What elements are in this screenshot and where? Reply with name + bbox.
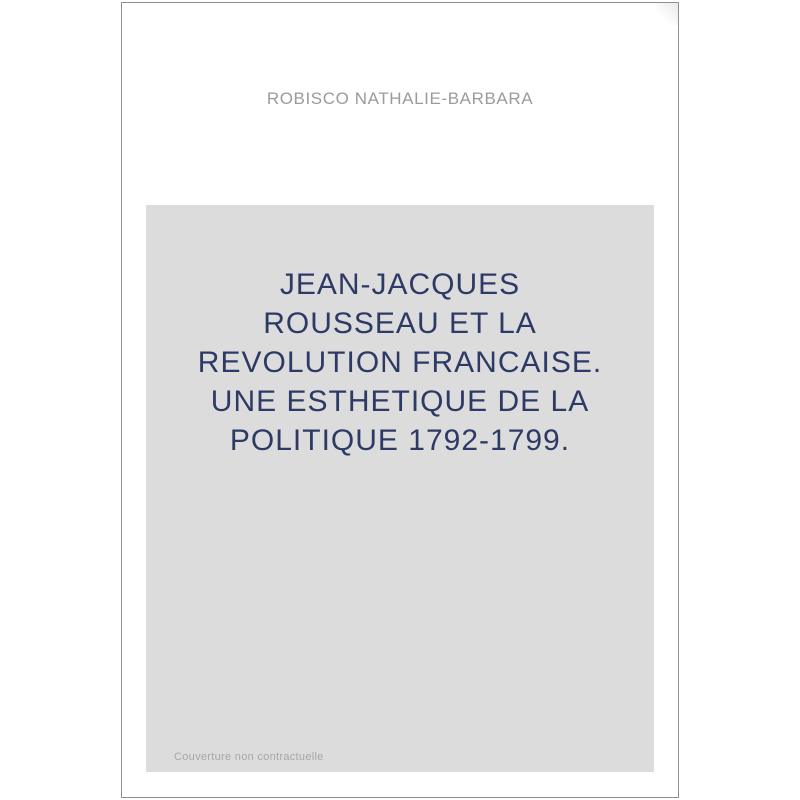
title-line: REVOLUTION FRANCAISE. [197, 346, 603, 379]
page-curl [656, 3, 678, 25]
title-panel [146, 205, 654, 772]
book-cover-page [121, 2, 679, 798]
title-line: ROUSSEAU ET LA [263, 307, 537, 340]
title-line: UNE ESTHETIQUE DE LA [210, 385, 590, 418]
cover-disclaimer: Couverture non contractuelle [174, 751, 324, 763]
author-name: ROBISCO NATHALIE-BARBARA [266, 89, 534, 108]
title-line: JEAN-JACQUES [279, 268, 521, 301]
book-title [146, 205, 654, 460]
title-line: POLITIQUE 1792-1799. [229, 424, 571, 457]
